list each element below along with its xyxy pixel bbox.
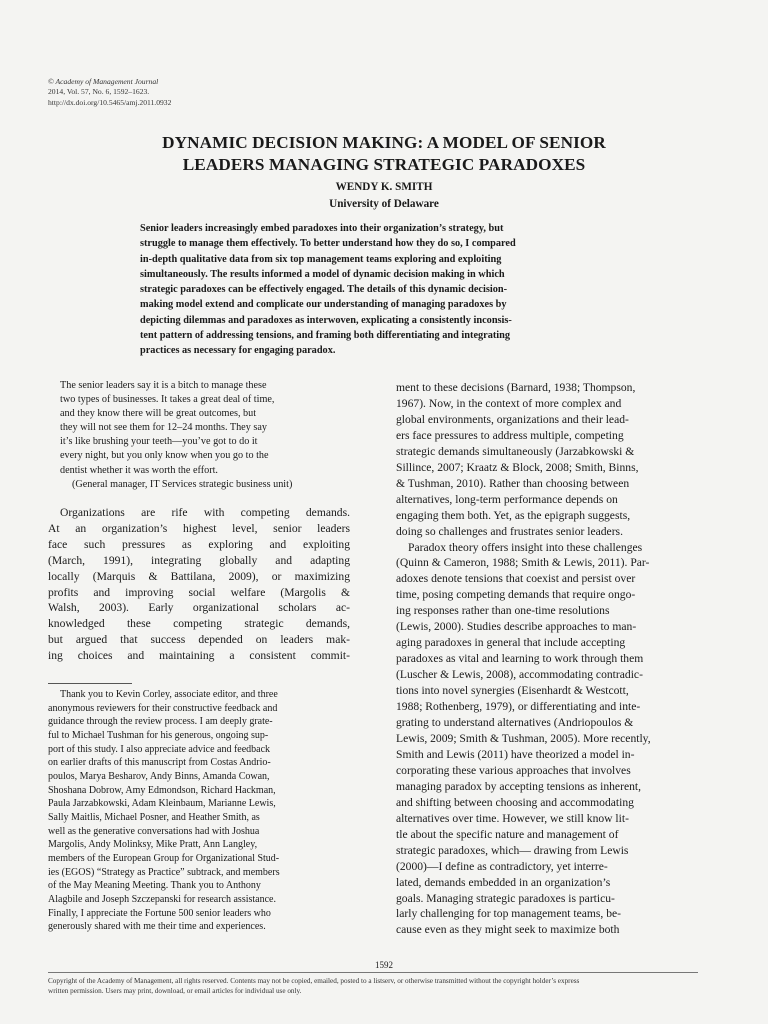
footnote-line: members of the European Group for Organizational Stud- — [48, 852, 280, 864]
body-line: knowledged these competing strategic demands, — [48, 617, 350, 631]
body-line: ers face pressures to address multiple, competing — [396, 428, 624, 442]
body-line: grating to understand alternatives (Andriopoulos & — [396, 716, 634, 730]
body-line: cause even as they might seek to maximize both — [396, 923, 620, 937]
body-line: paradoxes as vital and learning to work through them — [396, 652, 644, 666]
footnote-line: port of this study. I also appreciate advice and feedback — [48, 743, 271, 755]
body-line: managing paradox by accepting tensions as inherent, — [396, 779, 642, 793]
footnote-line: Finally, I appreciate the Fortune 500 senior leaders who — [48, 907, 271, 919]
journal-citation — [48, 77, 171, 108]
footnote-line: ies (EGOS) “Strategy as Practice” subtrack, and members — [48, 866, 280, 878]
body-line: At an organization’s highest level, senior leaders — [48, 521, 350, 535]
body-line: (Quinn & Cameron, 1988; Smith & Lewis, 2011). Par- — [396, 556, 650, 570]
doi-link[interactable]: http://dx.doi.org/10.5465/amj.2011.0932 — [48, 97, 172, 107]
footnote-divider — [48, 683, 132, 684]
body-line: Organizations are rife with competing demands. — [60, 506, 350, 519]
body-line: adoxes denote tensions that coexist and persist over — [396, 572, 636, 586]
body-line: lated, demands embedded in an organization’s — [396, 875, 611, 889]
abstract — [140, 221, 606, 359]
copyright-line: Copyright of the Academy of Management, all rights reserved. Contents may not be copied, emailed, posted to a listserv, or otherwise transmitted without the copyright holder’s express — [48, 977, 580, 985]
body-line: aging paradoxes in general that include accepting — [396, 636, 626, 650]
abstract-line: depicting dilemmas and paradoxes as interwoven, explicating a consistently inconsis- — [140, 314, 512, 326]
body-line: locally (Marquis & Battilana, 2009), or maximizing — [48, 569, 350, 583]
body-line: but argued that success depended on leaders mak- — [48, 633, 350, 647]
acknowledgments-footnote — [48, 688, 350, 934]
body-line: global environments, organizations and their lead- — [396, 412, 629, 426]
body-line: 1988; Rothenberg, 1979), or differentiating and inte- — [396, 700, 641, 714]
author-name: WENDY K. SMITH — [335, 181, 433, 193]
body-line: (Luscher & Lewis, 2008), accommodating contradic- — [396, 668, 643, 682]
body-line: (Lewis, 2000). Studies describe approaches to man- — [396, 620, 637, 634]
footnote-line: anonymous reviewers for their constructive feedback and — [48, 702, 278, 714]
footnote-line: Paula Jarzabkowski, Adam Kleinbaum, Marianne Lewis, — [48, 798, 276, 810]
abstract-line: strategic paradoxes can be effectively engaged. The details of this dynamic decision- — [140, 284, 508, 296]
body-line: larly challenging for top management teams, be- — [396, 907, 622, 921]
page-number: 1592 — [375, 960, 393, 970]
footnote-line: ful to Michael Tushman for his generous, ongoing sup- — [48, 729, 269, 741]
footnote-line: Shoshana Dobrow, Amy Edmondson, Richard Hackman, — [48, 784, 276, 796]
epigraph-line: they will not see them for 12–24 months. They say — [60, 422, 267, 434]
abstract-line: Senior leaders increasingly embed paradoxes into their organization’s strategy, but — [140, 223, 504, 234]
body-line: ing responses rather than one-time resolutions — [396, 604, 610, 618]
body-line: strategic demands simultaneously (Jarzabkowski & — [396, 444, 635, 458]
body-text-left-column — [48, 505, 350, 664]
title-line: LEADERS MANAGING STRATEGIC PARADOXES — [182, 155, 586, 174]
body-line: (2000)—I define as contradictory, yet interre- — [396, 859, 608, 873]
journal-name: © Academy of Management Journal — [48, 77, 159, 86]
body-line: tle about the specific nature and management of — [396, 827, 619, 841]
body-text-right-column — [396, 380, 698, 938]
epigraph-line: every night, but you only know when you go to the — [60, 450, 269, 462]
body-line: profits and improving social welfare (Margolis & — [48, 585, 350, 599]
journal-volume: 2014, Vol. 57, No. 6, 1592–1623. — [48, 87, 150, 97]
body-line: doing so challenges and frustrates senior leaders. — [396, 524, 623, 538]
epigraph-attribution: (General manager, IT Services strategic business unit) — [72, 478, 293, 490]
author-affiliation: University of Delaware — [329, 198, 439, 210]
body-line: tions into novel synergies (Eisenhardt & Westcott, — [396, 684, 629, 698]
epigraph-line: The senior leaders say it is a bitch to manage these — [60, 380, 267, 391]
body-line: engaging them both. Yet, as the epigraph suggests, — [396, 508, 631, 522]
footnote-line: Sally Maitlis, Michael Posner, and Heather Smith, as — [48, 811, 260, 823]
abstract-line: making model extend and complicate our understanding of managing paradoxes by — [140, 299, 507, 311]
epigraph-line: two types of businesses. It takes a great deal of time, — [60, 394, 275, 406]
body-line: time, posing competing demands that require ongo- — [396, 588, 636, 602]
body-line: Smith and Lewis (2011) have theorized a model in- — [396, 747, 635, 761]
body-line: 1967). Now, in the context of more complex and — [396, 396, 622, 410]
epigraph-line: and they know there will be great outcomes, but — [60, 408, 257, 420]
body-line: & Tushman, 2010). Rather than choosing between — [396, 476, 630, 490]
footnote-line: Margolis, Andy Molinksy, Mike Pratt, Ann Langley, — [48, 839, 258, 851]
epigraph — [60, 379, 338, 492]
epigraph-line: dentist whether it was worth the effort. — [60, 464, 218, 476]
body-line: Lewis, 2009; Smith & Tushman, 2005). More recently, — [396, 731, 651, 745]
body-line: alternatives, long-term performance depends on — [396, 492, 618, 506]
copyright-divider — [48, 972, 698, 973]
body-line: ing choices and maintaining a consistent commit- — [48, 649, 350, 663]
footnote-line: Thank you to Kevin Corley, associate editor, and three — [60, 689, 278, 700]
article-title — [60, 132, 708, 176]
footnote-line: generously shared with me their time and experiences. — [48, 921, 266, 933]
body-line: corporating these various approaches that involves — [396, 763, 631, 777]
abstract-line: practices as necessary for engaging paradox. — [140, 345, 336, 357]
body-line: alternatives over time. However, we still know lit- — [396, 811, 629, 825]
footnote-line: well as the generative conversations had with Joshua — [48, 825, 260, 837]
footnote-line: on earlier drafts of this manuscript from Costas Andrio- — [48, 757, 271, 769]
abstract-line: struggle to manage them effectively. To better understand how they do so, I compared — [140, 238, 516, 250]
body-line: and shifting between choosing and accommodating — [396, 795, 634, 809]
body-line: Paradox theory offers insight into these challenges — [408, 540, 643, 554]
abstract-line: tent pattern of addressing tensions, and framing both differentiating and integrating — [140, 330, 511, 342]
epigraph-line: it’s like brushing your teeth—you’ve got to do it — [60, 436, 258, 448]
copyright-notice — [48, 976, 698, 997]
body-line: face such pressures as exploring and exploiting — [48, 537, 350, 551]
title-line: DYNAMIC DECISION MAKING: A MODEL OF SENIOR — [162, 133, 606, 152]
copyright-line: written permission. Users may print, download, or email articles for individual use only. — [48, 987, 302, 996]
abstract-line: simultaneously. The results informed a model of dynamic decision making in which — [140, 268, 505, 280]
body-line: (March, 1991), integrating globally and adapting — [48, 553, 350, 567]
body-line: strategic paradoxes, which— drawing from Lewis — [396, 843, 629, 857]
abstract-line: in-depth qualitative data from six top management teams exploring and exploiting — [140, 253, 502, 265]
body-line: ment to these decisions (Barnard, 1938; Thompson, — [396, 381, 636, 394]
footnote-line: guidance through the review process. I am deeply grate- — [48, 716, 273, 728]
body-line: Walsh, 2003). Early organizational scholars ac- — [48, 601, 350, 615]
body-line: Sillince, 2007; Kraatz & Block, 2008; Smith, Binns, — [396, 460, 639, 474]
footnote-line: of the May Meaning Meeting. Thank you to Anthony — [48, 880, 261, 892]
footnote-line: poulos, Marya Besharov, Andy Binns, Amanda Cowan, — [48, 770, 270, 782]
footnote-line: Alagbile and Joseph Szczepanski for research assistance. — [48, 893, 276, 905]
body-line: goals. Managing strategic paradoxes is particu- — [396, 891, 615, 905]
